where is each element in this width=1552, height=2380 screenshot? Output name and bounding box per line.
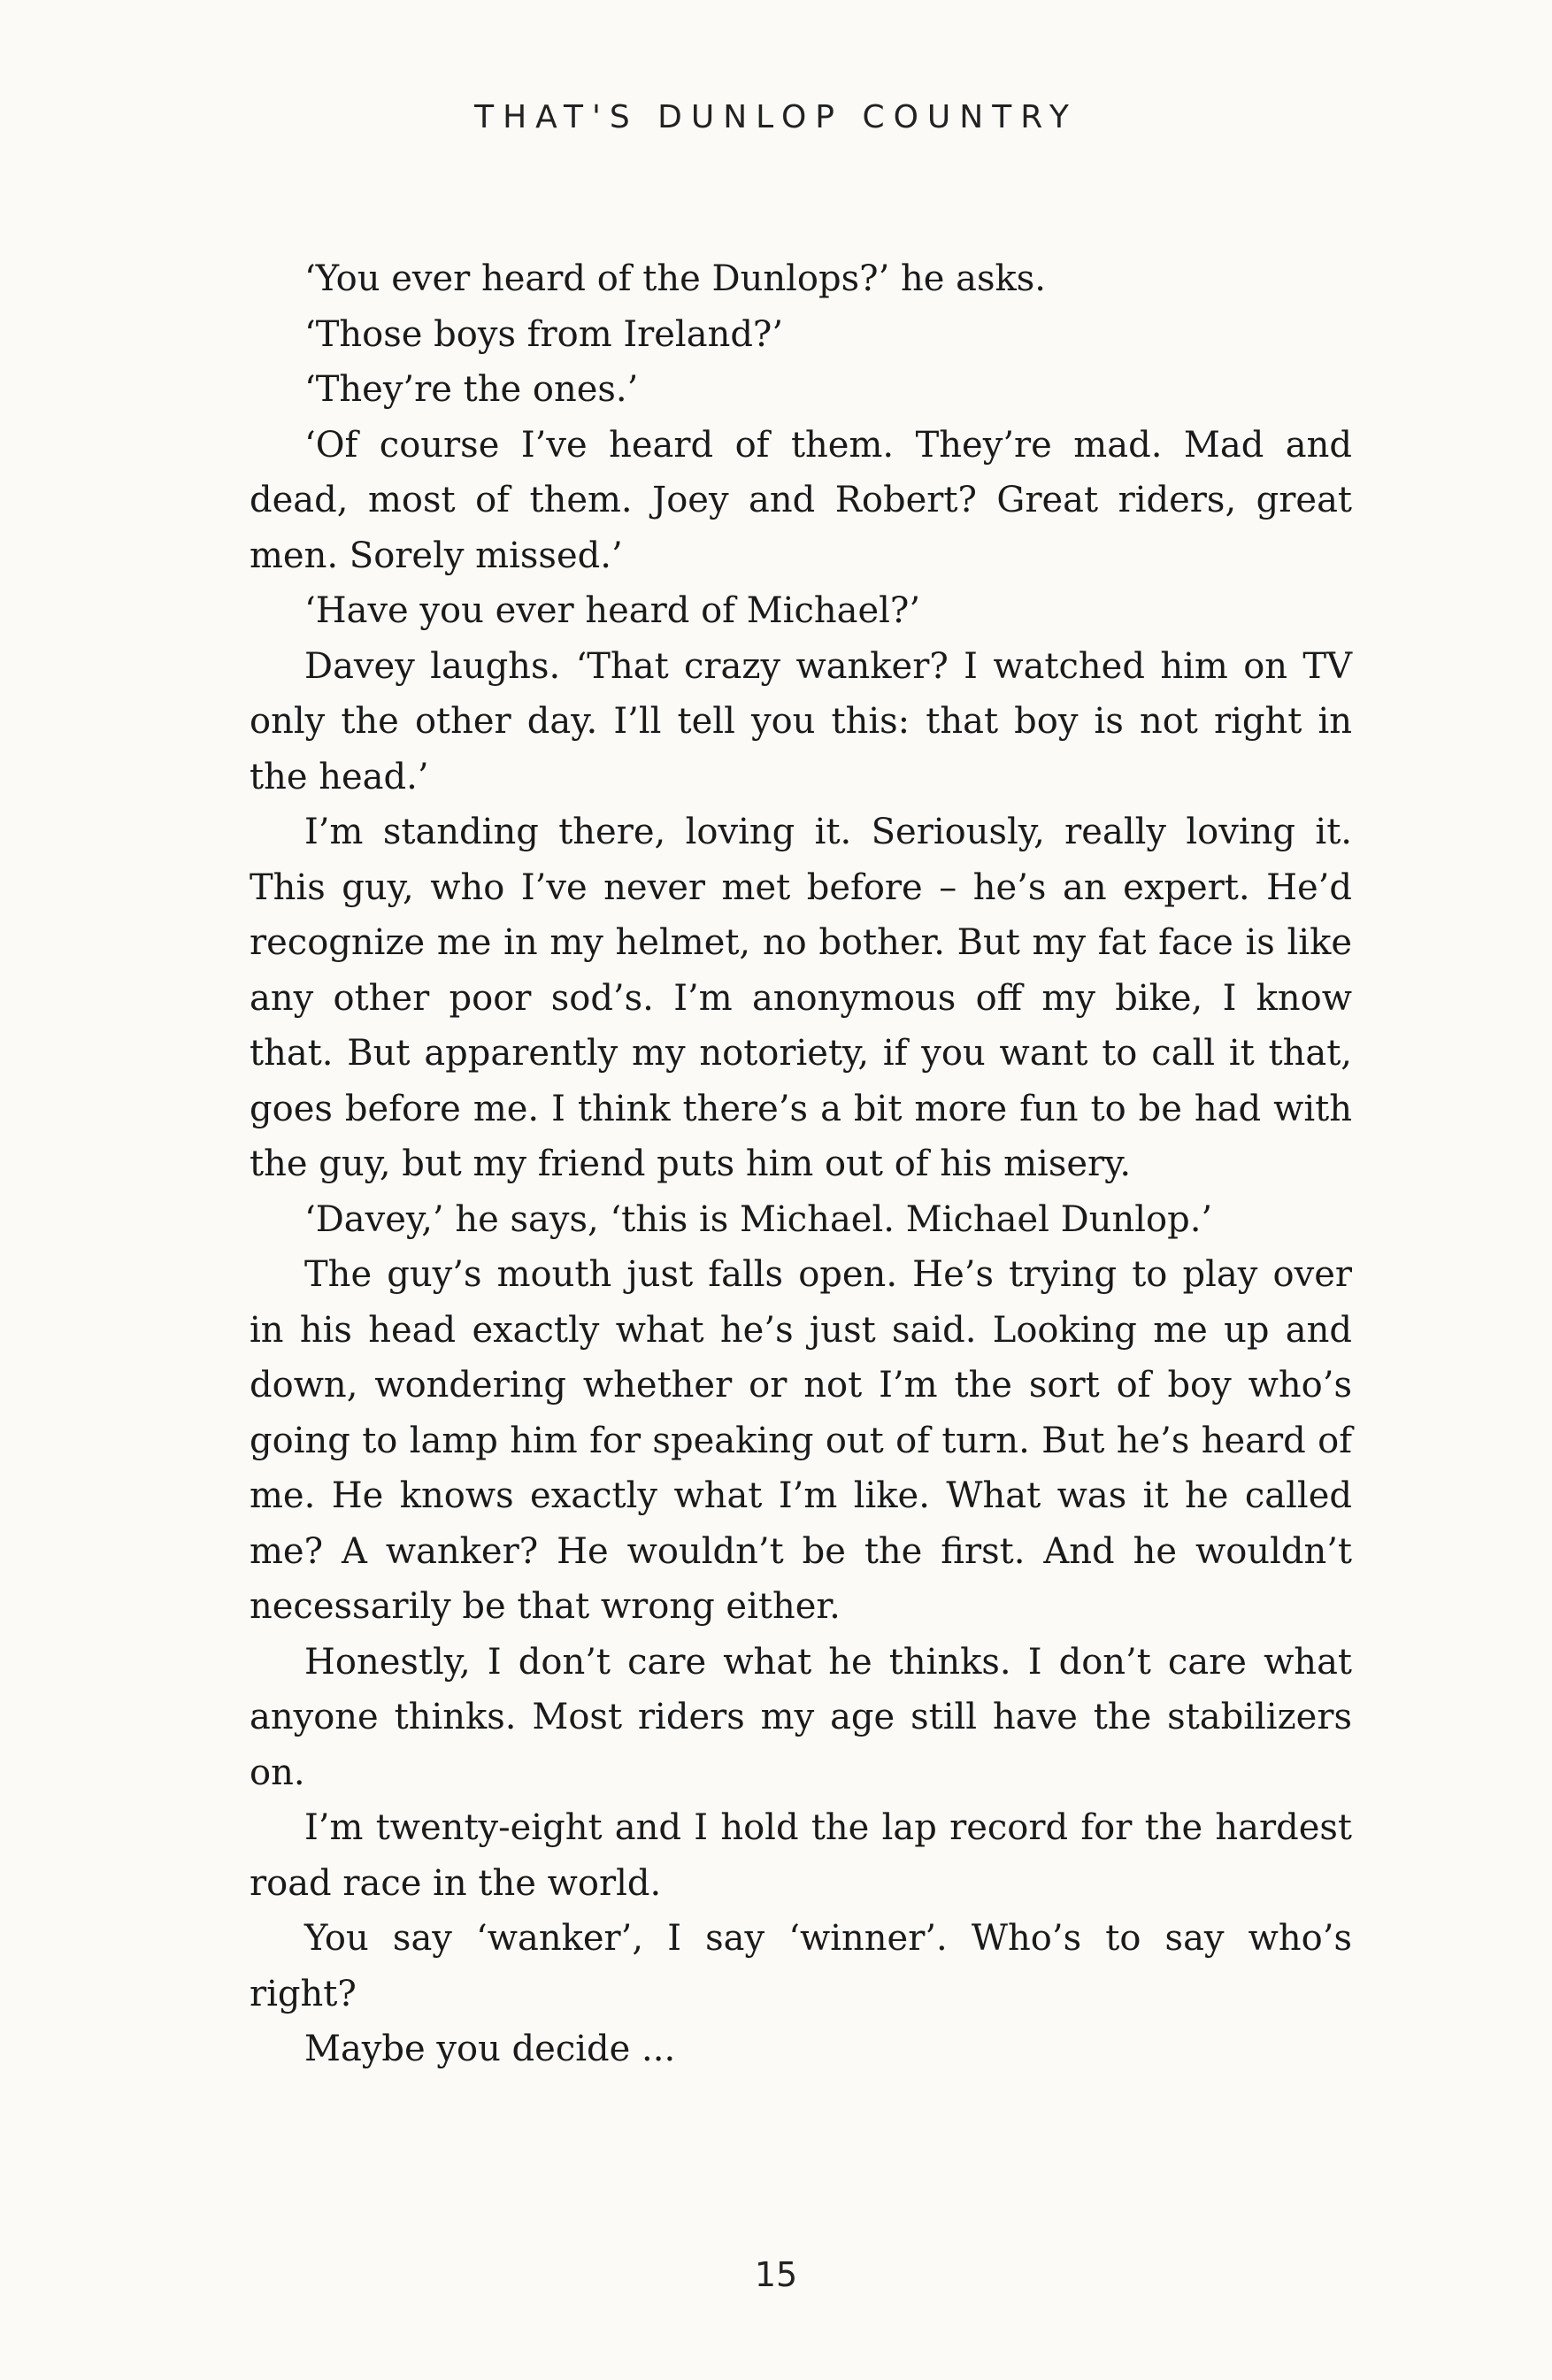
page-number: 15 <box>754 2255 798 2294</box>
paragraph: ‘Those boys from Ireland?’ <box>304 313 784 355</box>
paragraph: ‘Have you ever heard of Michael?’ <box>304 590 921 631</box>
paragraph: The guy’s mouth just falls open. He’s trying to play over in his head exactly what he’s just said. Looking me up and down, wondering whether or not I’m the sort of boy who’s going to lamp him for speaking out of turn. But he’s heard of me. He knows exactly what I’m like. What was it he called me? A wanker? He wouldn’t be the first. And he wouldn’t necessarily be that wrong either. <box>250 1254 1352 1627</box>
paragraph: ‘They’re the ones.’ <box>304 369 639 410</box>
paragraph: Maybe you decide ... <box>304 2029 676 2069</box>
paragraph: ‘Davey,’ he says, ‘this is Michael. Michael Dunlop.’ <box>304 1198 1213 1240</box>
paragraph: You say ‘wanker’, I say ‘winner’. Who’s to say who’s right? <box>250 1918 1352 2014</box>
paragraph: I’m standing there, loving it. Seriously, really loving it. This guy, who I’ve never met before – he’s an expert. He’d recognize me in my helmet, no bother. But my fat face is like any other poor sod’s. I’m anonymous off my bike, I know that. But apparently my notoriety, if you want to call it that, goes before me. I think there’s a bit more fun to be had with the guy, but my friend puts him out of his misery. <box>250 812 1352 1184</box>
paragraph: I’m twenty-eight and I hold the lap record for the hardest road race in the world. <box>250 1807 1352 1904</box>
paragraph: Davey laughs. ‘That crazy wanker? I watched him on TV only the other day. I’ll tell you this: that boy is not right in the head.’ <box>250 645 1352 797</box>
paragraph: ‘You ever heard of the Dunlops?’ he asks. <box>304 258 1047 299</box>
paragraph: ‘Of course I’ve heard of them. They’re mad. Mad and dead, most of them. Joey and Robert? Great riders, great men. Sorely missed.’ <box>250 424 1352 576</box>
body-text <box>250 251 1352 2077</box>
paragraph: Honestly, I don’t care what he thinks. I don’t care what anyone thinks. Most riders my age still have the stabilizers on. <box>250 1641 1352 1793</box>
running-head: THAT'S DUNLOP COUNTRY <box>474 99 1078 135</box>
